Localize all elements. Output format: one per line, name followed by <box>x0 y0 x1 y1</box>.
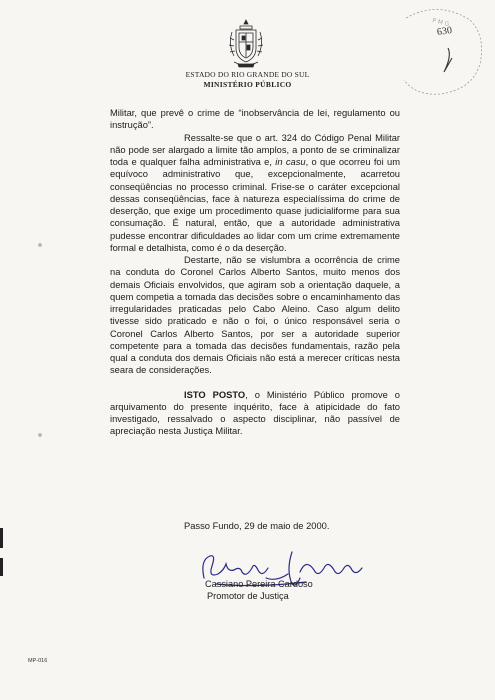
protocol-stamp-icon <box>388 6 488 98</box>
state-coat-of-arms-icon <box>226 18 266 70</box>
stamp-number: 630 <box>436 25 453 38</box>
paragraph-4-text: , o Ministério Público promove o arquivamento do presente inquérito, face à atipicidade do fato investigado, ressalvado o aspecto disciplinar, não passível de apreciação nesta Justiça Militar. <box>110 389 400 437</box>
form-code: MP-016 <box>28 658 48 664</box>
document-body <box>110 107 400 438</box>
scan-mark <box>0 528 3 548</box>
place-and-date: Passo Fundo, 29 de maio de 2000. <box>184 521 330 531</box>
paragraph-3: Destarte, não se vislumbra a ocorrência de crime na conduta do Coronel Carlos Alberto Santos, muito menos dos demais Oficiais envolvidos, que agiram sob a orientação daquele, a quem competia a tomada das decisões sobre o encaminhamento das irregularidades praticadas pelo Cabo Aleino. Caso algum delito tivesse sido praticado e não o foi, o único responsável seria o Coronel Carlos Alberto Santos, por ser a autoridade superior competente para a tomada das decisões fundamentais, razão pela qual a conduta dos demais Oficiais não está a merecer críticas nesta seara de considerações. <box>110 255 400 376</box>
paragraph-2-text-a: Ressalte-se que o art. 324 do Código Penal Militar não pode ser alargado a limite tão amplos, a ponto de se criminalizar toda e qualquer falha administrativa e, <box>110 132 400 167</box>
svg-text:P M G: P M G <box>431 17 450 29</box>
scan-mark <box>0 558 3 576</box>
header-state: ESTADO DO RIO GRANDE DO SUL <box>185 70 310 79</box>
paragraph-4-bold: ISTO POSTO <box>184 389 246 400</box>
paragraph-4 <box>110 389 400 438</box>
punch-mark <box>38 243 42 247</box>
signer-name: Cassiano Pereira Cardoso <box>205 579 313 589</box>
paragraph-2 <box>110 132 400 255</box>
header-ministry: MINISTÉRIO PÚBLICO <box>203 80 292 89</box>
punch-mark <box>38 433 42 437</box>
paragraph-1: Militar, que prevê o crime de “inobservância de lei, regulamento ou instrução”. <box>110 108 400 131</box>
paragraph-2-italic: in casu <box>275 157 306 167</box>
signer-role: Promotor de Justiça <box>207 591 289 601</box>
paragraph-2-text-b: , o que ocorreu foi um equívoco administrativo que, excepcionalmente, acarretou conseqüências no processo criminal. Frise-se o caráter excepcional dessas conseqüências, face à natureza especialíssima do crime de deserção, que exige um procedimento quase judicialiforme para sua consumação. É natural, então, que a autoridade administrativa pudesse encontrar dificuldades ao lidar com um crime extremamente formal e detalhista, como é o da deserção. <box>110 157 400 253</box>
